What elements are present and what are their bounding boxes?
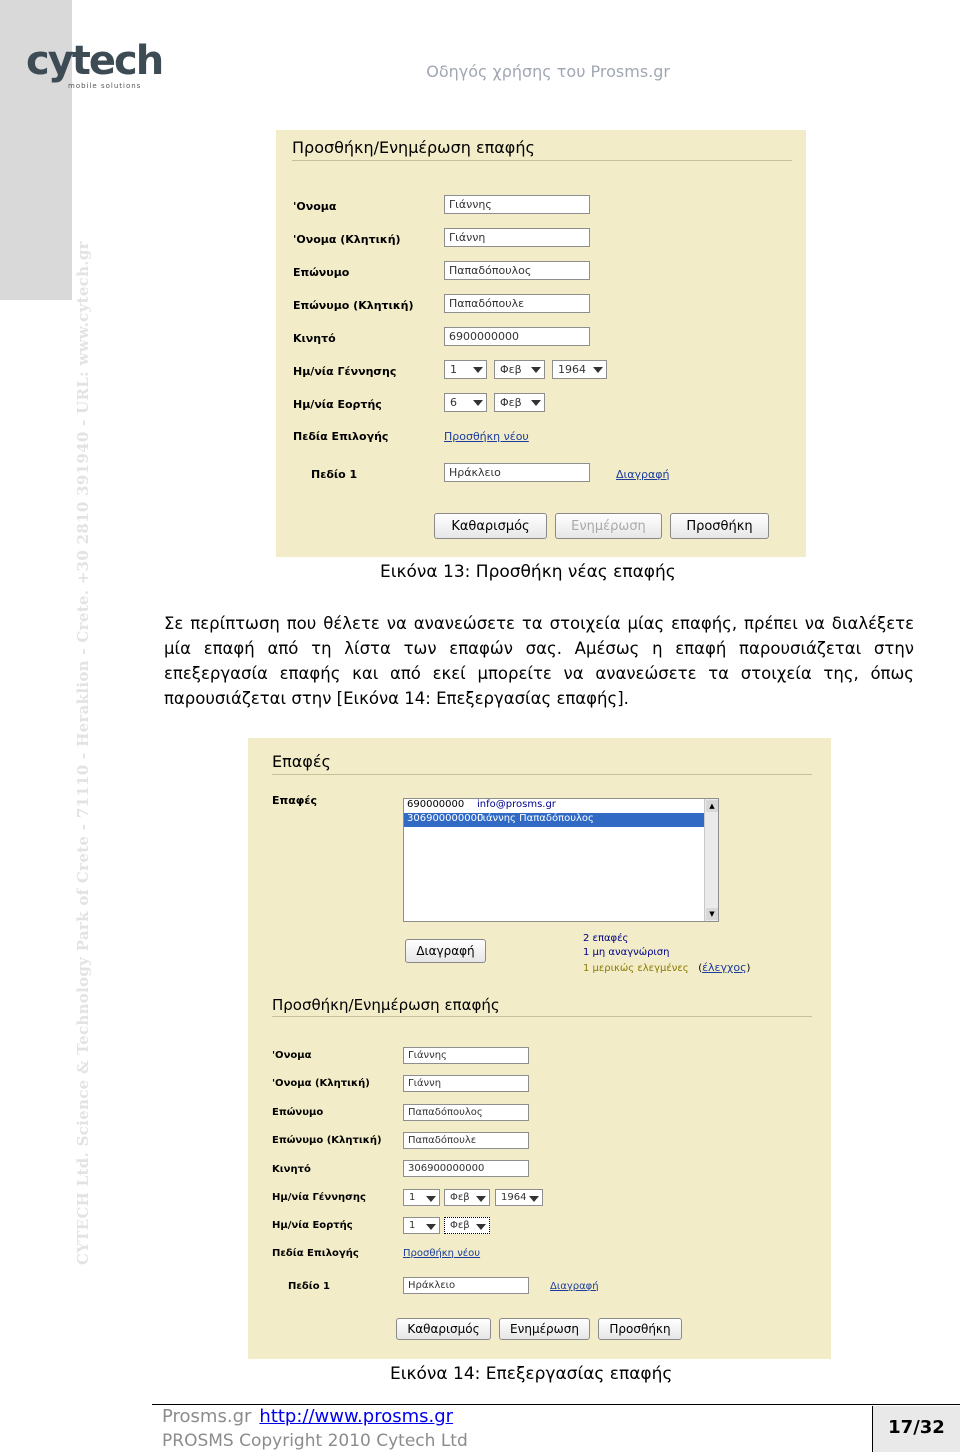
surname-vocative-input[interactable]: Παπαδόπουλε: [444, 294, 590, 313]
figure2-heading: Προσθήκη/Ενημέρωση επαφής: [272, 996, 500, 1014]
birth-year-value: 1964: [501, 1192, 527, 1203]
contact-name: Γιάννης Παπαδόπουλος: [477, 813, 594, 824]
scroll-down-icon[interactable]: ▼: [706, 908, 718, 920]
birth-day-select[interactable]: [444, 360, 487, 379]
label-surname-vocative: Επώνυμο (Κλητική): [272, 1135, 382, 1146]
contacts-listbox[interactable]: [403, 798, 719, 922]
divider: [272, 774, 812, 775]
paren-open: (: [698, 963, 703, 974]
birth-day-select[interactable]: [403, 1189, 440, 1206]
footer-copyright: PROSMS Copyright 2010 Cytech Ltd: [162, 1431, 468, 1451]
nameday-day-value: 6: [450, 396, 457, 409]
stat-unread: 1 μη αναγνώριση: [583, 947, 670, 958]
label-surname: Επώνυμο: [293, 266, 350, 279]
check-link[interactable]: έλεγχος: [702, 961, 747, 974]
delete-contact-button[interactable]: Διαγραφή: [405, 939, 486, 963]
delete-field-link[interactable]: Διαγραφή: [616, 468, 670, 481]
birth-month-value: Φεβ: [500, 363, 522, 376]
scroll-up-icon[interactable]: ▲: [706, 800, 718, 812]
figure1-screenshot: [276, 130, 806, 557]
contact-number: 306900000000: [407, 813, 484, 824]
add-button[interactable]: Προσθήκη: [670, 513, 769, 539]
add-button[interactable]: Προσθήκη: [598, 1318, 682, 1340]
add-new-field-link[interactable]: Προσθήκη νέου: [444, 430, 529, 443]
figure1-heading: Προσθήκη/Ενημέρωση επαφής: [292, 138, 535, 157]
mobile-input[interactable]: 306900000000: [403, 1160, 529, 1177]
mobile-input[interactable]: 6900000000: [444, 327, 590, 346]
field1-input[interactable]: Ηράκλειο: [444, 463, 590, 482]
footer-url-link[interactable]: http://www.prosms.gr: [259, 1406, 454, 1427]
name-input[interactable]: Γιάννης: [403, 1047, 529, 1064]
label-contacts: Επαφές: [272, 794, 318, 807]
chevron-down-icon: [426, 1196, 436, 1202]
label-name: 'Ονομα: [293, 200, 337, 213]
chevron-down-icon: [476, 1196, 486, 1202]
birth-year-value: 1964: [558, 363, 586, 376]
nameday-month-value: Φεβ: [450, 1220, 470, 1231]
nameday-day-value: 1: [409, 1220, 416, 1231]
divider: [272, 1016, 812, 1017]
stat-total: 2 επαφές: [583, 933, 629, 944]
label-nameday: Ημ/νία Εορτής: [293, 398, 382, 411]
label-mobile: Κινητό: [293, 332, 336, 345]
stat-partial-text: 1 μερικώς ελεγμένες: [583, 963, 689, 974]
update-button[interactable]: Ενημέρωση: [499, 1318, 590, 1340]
add-new-field-link[interactable]: Προσθήκη νέου: [403, 1248, 481, 1259]
figure2-caption: Εικόνα 14: Επεξεργασίας επαφής: [390, 1364, 673, 1384]
surname-input[interactable]: Παπαδόπουλος: [444, 261, 590, 280]
clear-button[interactable]: Καθαρισμός: [396, 1318, 491, 1340]
label-surname: Επώνυμο: [272, 1107, 324, 1118]
contacts-heading: Επαφές: [272, 752, 331, 771]
label-name-vocative: 'Ονομα (Κλητική): [272, 1078, 370, 1089]
update-button[interactable]: Ενημέρωση: [555, 513, 662, 539]
figure2-screenshot: [248, 738, 831, 1359]
label-custom-fields: Πεδία Επιλογής: [293, 430, 389, 443]
birth-month-select[interactable]: [494, 360, 545, 379]
nameday-day-select[interactable]: [403, 1217, 440, 1234]
name-input[interactable]: Γιάννης: [444, 195, 590, 214]
chevron-down-icon: [473, 367, 483, 373]
label-birthday: Ημ/νία Γέννησης: [293, 365, 397, 378]
sidebar-company-text: CYTECH Ltd. Science & Technology Park of Crete - 71110 - Heraklion - Crete. +30 2810 391940 - URL: www.cytech.gr: [74, 241, 92, 1265]
chevron-down-icon: [426, 1224, 436, 1230]
label-name-vocative: 'Ονομα (Κλητική): [293, 233, 401, 246]
chevron-down-icon: [529, 1196, 539, 1202]
nameday-month-value: Φεβ: [500, 396, 522, 409]
birth-year-select[interactable]: [552, 360, 607, 379]
page-number: 17/32: [872, 1406, 960, 1452]
surname-vocative-input[interactable]: Παπαδόπουλε: [403, 1132, 529, 1149]
birth-day-value: 1: [450, 363, 457, 376]
birth-day-value: 1: [409, 1192, 416, 1203]
field1-input[interactable]: Ηράκλειο: [403, 1277, 529, 1294]
contact-name: info@prosms.gr: [477, 799, 556, 810]
label-surname-vocative: Επώνυμο (Κλητική): [293, 299, 414, 312]
divider: [292, 160, 792, 161]
chevron-down-icon: [531, 400, 541, 406]
birth-month-value: Φεβ: [450, 1192, 470, 1203]
birth-year-select[interactable]: [495, 1189, 543, 1206]
clear-button[interactable]: Καθαρισμός: [434, 513, 547, 539]
nameday-month-select[interactable]: [444, 1217, 490, 1234]
name-vocative-input[interactable]: Γιάννη: [444, 228, 590, 247]
scrollbar[interactable]: [704, 799, 718, 921]
label-name: 'Ονομα: [272, 1050, 312, 1061]
chevron-down-icon: [593, 367, 603, 373]
footer-site: [162, 1406, 453, 1427]
nameday-day-select[interactable]: [444, 393, 487, 412]
label-birthday: Ημ/νία Γέννησης: [272, 1192, 366, 1203]
footer-divider: [152, 1404, 960, 1405]
name-vocative-input[interactable]: Γιάννη: [403, 1075, 529, 1092]
body-paragraph: Σε περίπτωση που θέλετε να ανανεώσετε τα στοιχεία μίας επαφής, πρέπει να διαλέξετε μία επαφή από τη λίστα των επαφών σας. Αμέσως η επαφή παρουσιάζεται στην επεξεργασία επαφής και από εκεί μπορείτε να ανανεώσετε τα στοιχεία της, όπως παρουσιάζεται στην [Εικόνα 14: Επεξεργασίας επαφής].: [164, 614, 914, 708]
contact-number: 690000000: [407, 799, 465, 810]
delete-field-link[interactable]: Διαγραφή: [550, 1281, 599, 1292]
stat-partial: [583, 961, 750, 974]
label-field1: Πεδίο 1: [311, 468, 358, 481]
list-item[interactable]: [404, 799, 718, 813]
nameday-month-select[interactable]: [494, 393, 545, 412]
logo-wordmark: cytech: [26, 38, 163, 84]
logo-tagline: mobile solutions: [68, 82, 142, 90]
chevron-down-icon: [473, 400, 483, 406]
surname-input[interactable]: Παπαδόπουλος: [403, 1104, 529, 1121]
sidebar-strip: [0, 300, 72, 1454]
footer-site-name: Prosms.gr: [162, 1406, 252, 1427]
label-nameday: Ημ/νία Εορτής: [272, 1220, 353, 1231]
paren-close: ): [746, 963, 751, 974]
figure1-caption: Εικόνα 13: Προσθήκη νέας επαφής: [380, 562, 676, 582]
document-title: Οδηγός χρήσης του Prosms.gr: [426, 62, 670, 81]
chevron-down-icon: [531, 367, 541, 373]
birth-month-select[interactable]: [444, 1189, 490, 1206]
cytech-logo: [26, 38, 163, 94]
label-mobile: Κινητό: [272, 1164, 311, 1175]
list-item-selected[interactable]: [404, 813, 718, 827]
label-custom-fields: Πεδία Επιλογής: [272, 1248, 359, 1259]
chevron-down-icon: [476, 1224, 486, 1230]
label-field1: Πεδίο 1: [288, 1281, 331, 1292]
